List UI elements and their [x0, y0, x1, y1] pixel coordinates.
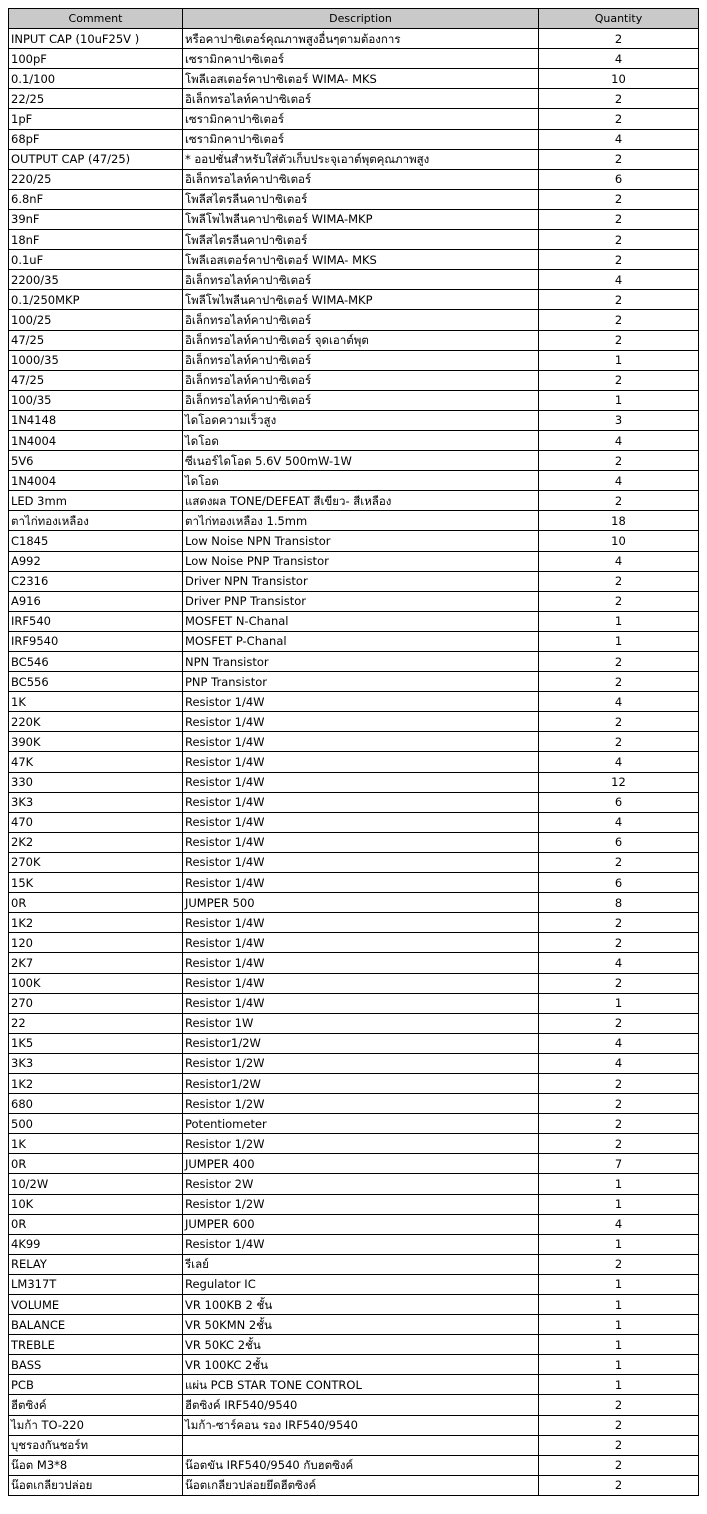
description-cell: VR 100KB 2 ชั้น: [183, 1295, 539, 1315]
comment-cell: 47/25: [9, 370, 183, 390]
table-row: [9, 1395, 699, 1415]
comment-cell: C1845: [9, 531, 183, 551]
comment-cell: BC556: [9, 672, 183, 692]
quantity-cell: 6: [539, 792, 699, 812]
table-row: [9, 953, 699, 973]
table-row: [9, 1073, 699, 1093]
quantity-cell: 4: [539, 270, 699, 290]
description-cell: Resistor 1/4W: [183, 792, 539, 812]
comment-cell: PCB: [9, 1375, 183, 1395]
header-description: Description: [183, 9, 539, 29]
description-cell: อิเล็กทรอไลท์คาปาซิเตอร์: [183, 350, 539, 370]
quantity-cell: 6: [539, 873, 699, 893]
quantity-cell: 2: [539, 1073, 699, 1093]
description-cell: Resistor 1/2W: [183, 1194, 539, 1214]
table-row: [9, 471, 699, 491]
table-row: [9, 571, 699, 591]
table-row: [9, 752, 699, 772]
description-cell: * ออปชั่นสำหรับใส่ตัวเก็บประจุเอาต์พุตคุณภาพสูง: [183, 149, 539, 169]
table-row: [9, 149, 699, 169]
quantity-cell: 2: [539, 1435, 699, 1455]
quantity-cell: 4: [539, 430, 699, 450]
table-row: [9, 390, 699, 410]
comment-cell: 0.1uF: [9, 250, 183, 270]
quantity-cell: 4: [539, 692, 699, 712]
quantity-cell: 18: [539, 511, 699, 531]
comment-cell: 0R: [9, 1214, 183, 1234]
comment-cell: ฮีตซิงค์: [9, 1395, 183, 1415]
description-cell: Low Noise PNP Transistor: [183, 551, 539, 571]
table-row: [9, 1214, 699, 1234]
quantity-cell: 1: [539, 1274, 699, 1294]
table-row: [9, 692, 699, 712]
quantity-cell: 2: [539, 1455, 699, 1475]
description-cell: อิเล็กทรอไลท์คาปาซิเตอร์: [183, 270, 539, 290]
table-row: [9, 69, 699, 89]
comment-cell: 5V6: [9, 451, 183, 471]
description-cell: Resistor 1/4W: [183, 712, 539, 732]
comment-cell: ไมก้า TO-220: [9, 1415, 183, 1435]
description-cell: Regulator IC: [183, 1274, 539, 1294]
comment-cell: 0R: [9, 893, 183, 913]
quantity-cell: 2: [539, 149, 699, 169]
description-cell: รีเลย์: [183, 1254, 539, 1274]
comment-cell: 270: [9, 993, 183, 1013]
quantity-cell: 10: [539, 531, 699, 551]
comment-cell: IRF9540: [9, 631, 183, 651]
comment-cell: น๊อต M3*8: [9, 1455, 183, 1475]
table-row: [9, 732, 699, 752]
quantity-cell: 1: [539, 993, 699, 1013]
description-cell: Resistor1/2W: [183, 1033, 539, 1053]
description-cell: Resistor 1/4W: [183, 812, 539, 832]
description-cell: [183, 1435, 539, 1455]
description-cell: แสดงผล TONE/DEFEAT สีเขียว- สีเหลือง: [183, 491, 539, 511]
table-row: [9, 1455, 699, 1475]
description-cell: โพลีโพไพลีนคาปาซิเตอร์ WIMA-MKP: [183, 290, 539, 310]
description-cell: เซรามิกคาปาซิเตอร์: [183, 129, 539, 149]
quantity-cell: 4: [539, 1053, 699, 1073]
table-row: [9, 772, 699, 792]
table-header: [9, 9, 699, 29]
table-row: [9, 1134, 699, 1154]
description-cell: ไมก้า-ซาร์คอน รอง IRF540/9540: [183, 1415, 539, 1435]
description-cell: แผ่น PCB STAR TONE CONTROL: [183, 1375, 539, 1395]
comment-cell: 390K: [9, 732, 183, 752]
table-row: [9, 1355, 699, 1375]
table-row: [9, 933, 699, 953]
table-row: [9, 49, 699, 69]
description-cell: Resistor 1/4W: [183, 973, 539, 993]
description-cell: Resistor 1/4W: [183, 953, 539, 973]
description-cell: MOSFET N-Chanal: [183, 611, 539, 631]
quantity-cell: 2: [539, 310, 699, 330]
description-cell: ไดโอด: [183, 430, 539, 450]
description-cell: MOSFET P-Chanal: [183, 631, 539, 651]
description-cell: Resistor 1/4W: [183, 1234, 539, 1254]
table-row: [9, 491, 699, 511]
quantity-cell: 2: [539, 913, 699, 933]
quantity-cell: 2: [539, 230, 699, 250]
table-row: [9, 290, 699, 310]
table-row: [9, 89, 699, 109]
comment-cell: 18nF: [9, 230, 183, 250]
description-cell: Driver PNP Transistor: [183, 591, 539, 611]
comment-cell: 15K: [9, 873, 183, 893]
quantity-cell: 2: [539, 652, 699, 672]
quantity-cell: 1: [539, 1335, 699, 1355]
description-cell: อิเล็กทรอไลท์คาปาซิเตอร์: [183, 89, 539, 109]
comment-cell: A992: [9, 551, 183, 571]
quantity-cell: 2: [539, 1415, 699, 1435]
quantity-cell: 1: [539, 1234, 699, 1254]
comment-cell: 0R: [9, 1154, 183, 1174]
quantity-cell: 2: [539, 209, 699, 229]
comment-cell: 10/2W: [9, 1174, 183, 1194]
table-row: [9, 230, 699, 250]
quantity-cell: 7: [539, 1154, 699, 1174]
comment-cell: 0.1/100: [9, 69, 183, 89]
description-cell: VR 50KC 2ชั้น: [183, 1335, 539, 1355]
description-cell: Resistor 1/4W: [183, 692, 539, 712]
quantity-cell: 3: [539, 410, 699, 430]
comment-cell: 22/25: [9, 89, 183, 109]
quantity-cell: 1: [539, 1355, 699, 1375]
quantity-cell: 2: [539, 1094, 699, 1114]
table-row: [9, 873, 699, 893]
comment-cell: 2200/35: [9, 270, 183, 290]
comment-cell: 3K3: [9, 792, 183, 812]
comment-cell: 1000/35: [9, 350, 183, 370]
description-cell: Resistor 1/2W: [183, 1134, 539, 1154]
description-cell: เซรามิกคาปาซิเตอร์: [183, 109, 539, 129]
comment-cell: RELAY: [9, 1254, 183, 1274]
table-row: [9, 1094, 699, 1114]
table-row: [9, 672, 699, 692]
comment-cell: 220K: [9, 712, 183, 732]
comment-cell: 68pF: [9, 129, 183, 149]
comment-cell: 680: [9, 1094, 183, 1114]
table-row: [9, 270, 699, 290]
quantity-cell: 2: [539, 672, 699, 692]
quantity-cell: 4: [539, 49, 699, 69]
comment-cell: 1pF: [9, 109, 183, 129]
table-row: [9, 310, 699, 330]
table-row: [9, 1375, 699, 1395]
quantity-cell: 2: [539, 591, 699, 611]
quantity-cell: 2: [539, 732, 699, 752]
comment-cell: 220/25: [9, 169, 183, 189]
quantity-cell: 4: [539, 752, 699, 772]
description-cell: PNP Transistor: [183, 672, 539, 692]
description-cell: Resistor 1/4W: [183, 933, 539, 953]
table-row: [9, 1274, 699, 1294]
table-row: [9, 109, 699, 129]
table-row: [9, 410, 699, 430]
table-row: [9, 189, 699, 209]
quantity-cell: 2: [539, 1475, 699, 1495]
table-row: [9, 1315, 699, 1335]
comment-cell: 270K: [9, 852, 183, 872]
quantity-cell: 2: [539, 451, 699, 471]
quantity-cell: 2: [539, 1395, 699, 1415]
quantity-cell: 6: [539, 169, 699, 189]
comment-cell: 100pF: [9, 49, 183, 69]
table-row: [9, 1154, 699, 1174]
description-cell: ฮีตซิงค์ IRF540/9540: [183, 1395, 539, 1415]
comment-cell: ตาไก่ทองเหลือง: [9, 511, 183, 531]
description-cell: อิเล็กทรอไลท์คาปาซิเตอร์: [183, 370, 539, 390]
quantity-cell: 2: [539, 1114, 699, 1134]
header-comment: Comment: [9, 9, 183, 29]
table-row: [9, 169, 699, 189]
description-cell: JUMPER 400: [183, 1154, 539, 1174]
quantity-cell: 2: [539, 189, 699, 209]
quantity-cell: 2: [539, 29, 699, 49]
description-cell: Resistor 1/4W: [183, 852, 539, 872]
comment-cell: VOLUME: [9, 1295, 183, 1315]
description-cell: โพลีเอสเตอร์คาปาซิเตอร์ WIMA- MKS: [183, 250, 539, 270]
description-cell: JUMPER 500: [183, 893, 539, 913]
description-cell: อิเล็กทรอไลท์คาปาซิเตอร์: [183, 310, 539, 330]
comment-cell: OUTPUT CAP (47/25): [9, 149, 183, 169]
table-row: [9, 29, 699, 49]
comment-cell: INPUT CAP (10uF25V ): [9, 29, 183, 49]
table-row: [9, 451, 699, 471]
comment-cell: 1K: [9, 692, 183, 712]
comment-cell: 1N4004: [9, 430, 183, 450]
description-cell: อิเล็กทรอไลท์คาปาซิเตอร์: [183, 390, 539, 410]
quantity-cell: 2: [539, 973, 699, 993]
quantity-cell: 2: [539, 852, 699, 872]
comment-cell: น๊อตเกลียวปล่อย: [9, 1475, 183, 1495]
table-row: [9, 1174, 699, 1194]
description-cell: Resistor 1/4W: [183, 913, 539, 933]
quantity-cell: 2: [539, 491, 699, 511]
description-cell: VR 100KC 2ชั้น: [183, 1355, 539, 1375]
quantity-cell: 4: [539, 1214, 699, 1234]
table-body: [9, 29, 699, 1496]
header-quantity: Quantity: [539, 9, 699, 29]
table-row: [9, 1335, 699, 1355]
description-cell: Resistor 1/4W: [183, 772, 539, 792]
quantity-cell: 1: [539, 611, 699, 631]
comment-cell: 470: [9, 812, 183, 832]
table-row: [9, 993, 699, 1013]
comment-cell: TREBLE: [9, 1335, 183, 1355]
comment-cell: 1K2: [9, 1073, 183, 1093]
comment-cell: 120: [9, 933, 183, 953]
comment-cell: 10K: [9, 1194, 183, 1214]
comment-cell: 39nF: [9, 209, 183, 229]
quantity-cell: 8: [539, 893, 699, 913]
header-row: [9, 9, 699, 29]
quantity-cell: 2: [539, 330, 699, 350]
comment-cell: 22: [9, 1013, 183, 1033]
table-row: [9, 430, 699, 450]
description-cell: Resistor 1/4W: [183, 832, 539, 852]
quantity-cell: 2: [539, 1254, 699, 1274]
description-cell: ตาไก่ทองเหลือง 1.5mm: [183, 511, 539, 531]
table-row: [9, 1114, 699, 1134]
table-row: [9, 812, 699, 832]
description-cell: Resistor 1/4W: [183, 993, 539, 1013]
quantity-cell: 4: [539, 471, 699, 491]
table-row: [9, 1234, 699, 1254]
table-row: [9, 1435, 699, 1455]
comment-cell: 1K2: [9, 913, 183, 933]
comment-cell: 2K2: [9, 832, 183, 852]
comment-cell: 1K: [9, 1134, 183, 1154]
table-row: [9, 792, 699, 812]
quantity-cell: 12: [539, 772, 699, 792]
description-cell: ซีเนอร์ไดโอด 5.6V 500mW-1W: [183, 451, 539, 471]
quantity-cell: 10: [539, 69, 699, 89]
quantity-cell: 1: [539, 1295, 699, 1315]
table-row: [9, 712, 699, 732]
description-cell: Resistor 1/4W: [183, 873, 539, 893]
table-row: [9, 893, 699, 913]
quantity-cell: 2: [539, 933, 699, 953]
description-cell: JUMPER 600: [183, 1214, 539, 1234]
quantity-cell: 2: [539, 370, 699, 390]
comment-cell: 47/25: [9, 330, 183, 350]
description-cell: Driver NPN Transistor: [183, 571, 539, 591]
description-cell: ไดโอดความเร็วสูง: [183, 410, 539, 430]
table-row: [9, 1295, 699, 1315]
comment-cell: BALANCE: [9, 1315, 183, 1335]
quantity-cell: 1: [539, 1174, 699, 1194]
table-row: [9, 1033, 699, 1053]
description-cell: น๊อตเกลียวปล่อยยึดฮีตซิงค์: [183, 1475, 539, 1495]
description-cell: Potentiometer: [183, 1114, 539, 1134]
table-row: [9, 852, 699, 872]
table-row: [9, 250, 699, 270]
quantity-cell: 4: [539, 129, 699, 149]
table-row: [9, 591, 699, 611]
quantity-cell: 1: [539, 631, 699, 651]
table-row: [9, 531, 699, 551]
comment-cell: BC546: [9, 652, 183, 672]
table-row: [9, 611, 699, 631]
quantity-cell: 4: [539, 551, 699, 571]
table-row: [9, 1415, 699, 1435]
comment-cell: LM317T: [9, 1274, 183, 1294]
comment-cell: 2K7: [9, 953, 183, 973]
table-row: [9, 370, 699, 390]
quantity-cell: 2: [539, 250, 699, 270]
description-cell: โพลีสไตรลีนคาปาซิเตอร์: [183, 189, 539, 209]
table-row: [9, 350, 699, 370]
description-cell: โพลีเอสเตอร์คาปาซิเตอร์ WIMA- MKS: [183, 69, 539, 89]
comment-cell: 100/35: [9, 390, 183, 410]
quantity-cell: 2: [539, 109, 699, 129]
table-row: [9, 1475, 699, 1495]
description-cell: หรือคาปาซิเตอร์คุณภาพสูงอื่นๆตามต้องการ: [183, 29, 539, 49]
description-cell: Resistor 1/2W: [183, 1053, 539, 1073]
table-row: [9, 913, 699, 933]
comment-cell: 0.1/250MKP: [9, 290, 183, 310]
comment-cell: 1N4004: [9, 471, 183, 491]
quantity-cell: 2: [539, 89, 699, 109]
table-row: [9, 1013, 699, 1033]
comment-cell: 500: [9, 1114, 183, 1134]
comment-cell: 1K5: [9, 1033, 183, 1053]
comment-cell: 47K: [9, 752, 183, 772]
table-row: [9, 551, 699, 571]
quantity-cell: 2: [539, 290, 699, 310]
description-cell: Resistor 1/4W: [183, 752, 539, 772]
table-row: [9, 631, 699, 651]
quantity-cell: 1: [539, 1315, 699, 1335]
quantity-cell: 1: [539, 390, 699, 410]
quantity-cell: 2: [539, 571, 699, 591]
table-row: [9, 129, 699, 149]
quantity-cell: 1: [539, 1375, 699, 1395]
quantity-cell: 4: [539, 1033, 699, 1053]
description-cell: อิเล็กทรอไลท์คาปาซิเตอร์: [183, 169, 539, 189]
quantity-cell: 2: [539, 712, 699, 732]
description-cell: อิเล็กทรอไลท์คาปาซิเตอร์ จุดเอาต์พุต: [183, 330, 539, 350]
description-cell: Low Noise NPN Transistor: [183, 531, 539, 551]
description-cell: น๊อตขัน IRF540/9540 กับฮตซิงค์: [183, 1455, 539, 1475]
quantity-cell: 2: [539, 1134, 699, 1154]
quantity-cell: 2: [539, 1013, 699, 1033]
comment-cell: 3K3: [9, 1053, 183, 1073]
description-cell: โพลีโพไพลีนคาปาซิเตอร์ WIMA-MKP: [183, 209, 539, 229]
description-cell: Resistor 2W: [183, 1174, 539, 1194]
quantity-cell: 6: [539, 832, 699, 852]
description-cell: Resistor 1W: [183, 1013, 539, 1033]
comment-cell: 330: [9, 772, 183, 792]
description-cell: โพลีสไตรลีนคาปาซิเตอร์: [183, 230, 539, 250]
quantity-cell: 4: [539, 812, 699, 832]
description-cell: NPN Transistor: [183, 652, 539, 672]
description-cell: เซรามิกคาปาซิเตอร์: [183, 49, 539, 69]
description-cell: ไดโอด: [183, 471, 539, 491]
comment-cell: 100/25: [9, 310, 183, 330]
comment-cell: C2316: [9, 571, 183, 591]
table-row: [9, 330, 699, 350]
description-cell: Resistor1/2W: [183, 1073, 539, 1093]
comment-cell: บุชรองกันชอร์ท: [9, 1435, 183, 1455]
description-cell: VR 50KMN 2ชั้น: [183, 1315, 539, 1335]
table-row: [9, 1254, 699, 1274]
description-cell: Resistor 1/2W: [183, 1094, 539, 1114]
comment-cell: LED 3mm: [9, 491, 183, 511]
table-row: [9, 832, 699, 852]
comment-cell: 100K: [9, 973, 183, 993]
comment-cell: 4K99: [9, 1234, 183, 1254]
table-row: [9, 1194, 699, 1214]
table-row: [9, 209, 699, 229]
quantity-cell: 1: [539, 350, 699, 370]
description-cell: Resistor 1/4W: [183, 732, 539, 752]
comment-cell: IRF540: [9, 611, 183, 631]
table-row: [9, 1053, 699, 1073]
comment-cell: 6.8nF: [9, 189, 183, 209]
comment-cell: 1N4148: [9, 410, 183, 430]
table-row: [9, 973, 699, 993]
quantity-cell: 4: [539, 953, 699, 973]
bom-table: [8, 8, 699, 1496]
table-row: [9, 652, 699, 672]
quantity-cell: 1: [539, 1194, 699, 1214]
table-row: [9, 511, 699, 531]
comment-cell: BASS: [9, 1355, 183, 1375]
comment-cell: A916: [9, 591, 183, 611]
